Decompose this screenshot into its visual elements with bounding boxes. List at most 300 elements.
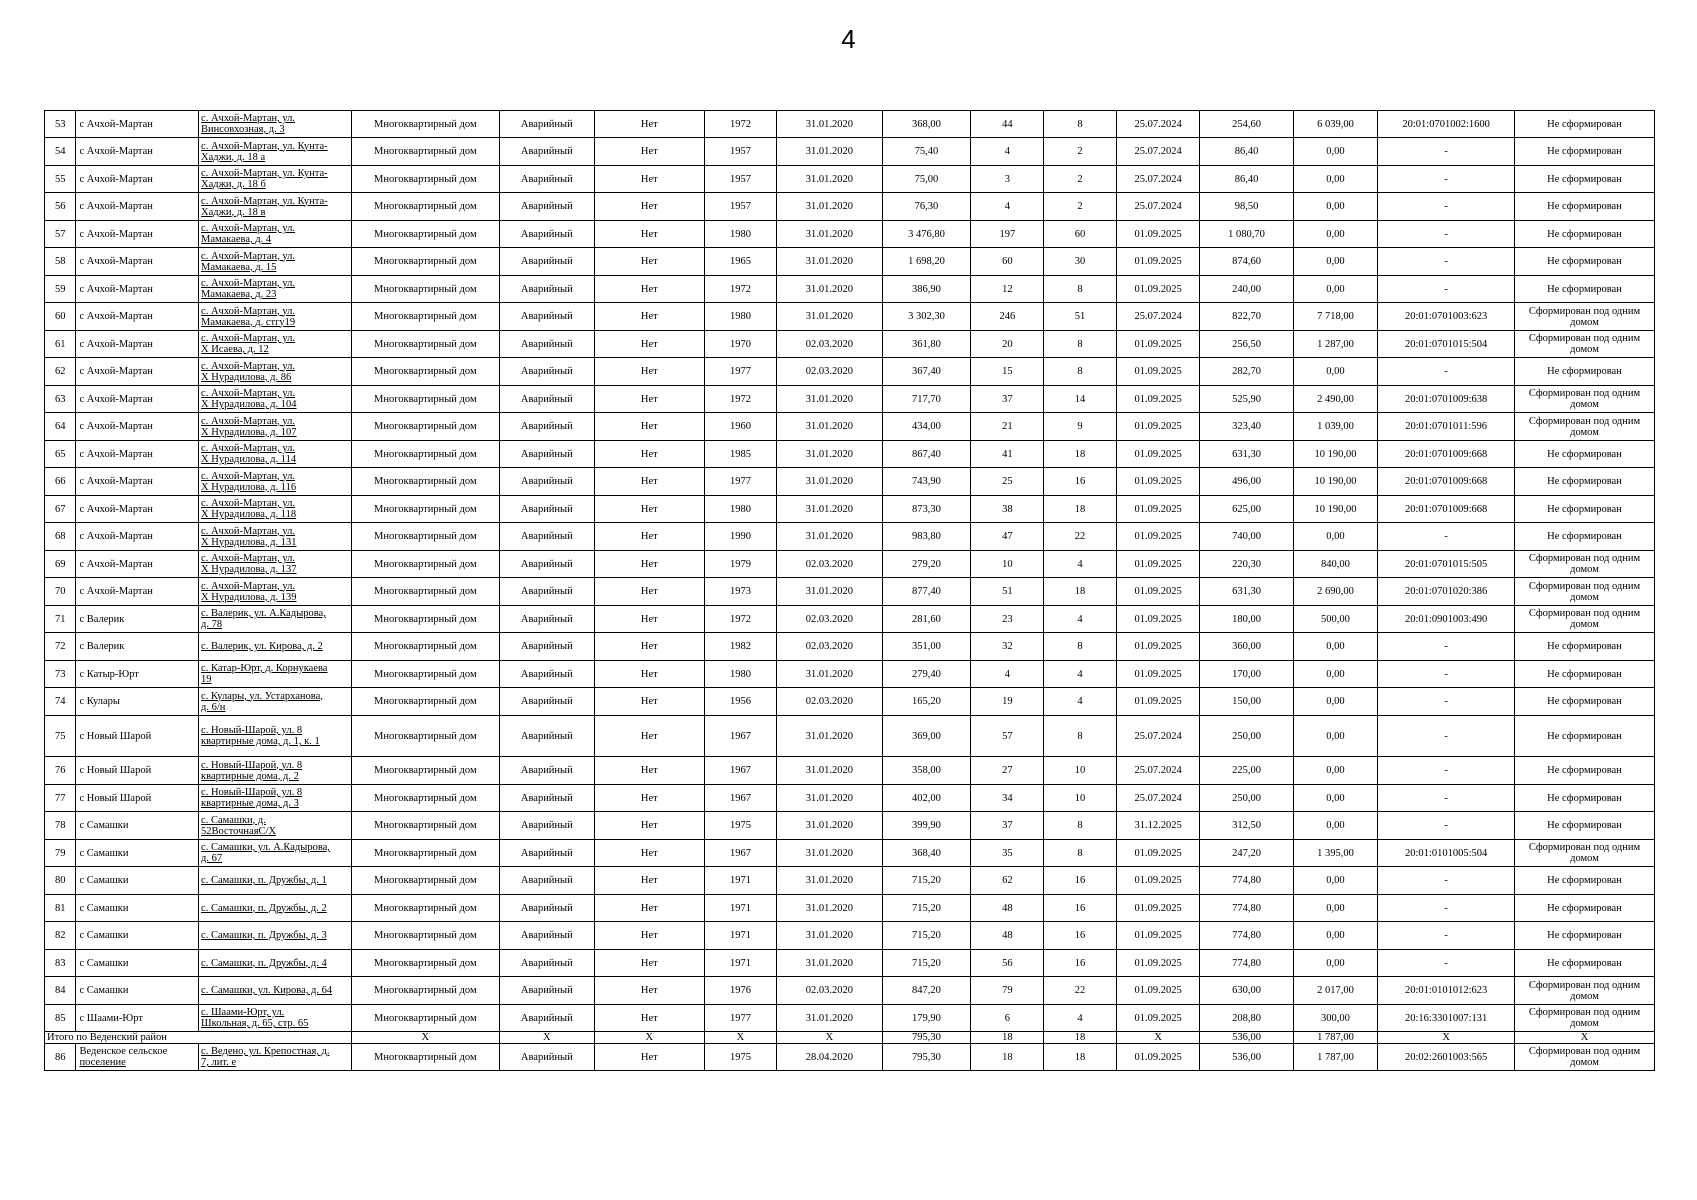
date-cell: 31.01.2020 xyxy=(777,950,882,977)
year-cell: 1971 xyxy=(704,895,777,922)
people-cell: 51 xyxy=(971,578,1044,606)
cadastre-cell: - xyxy=(1378,895,1515,922)
row-number: 72 xyxy=(45,633,76,661)
flats-cell: 18 xyxy=(1044,578,1117,606)
condition-cell: Аварийный xyxy=(499,303,594,331)
cadastre-cell: 20:01:0901003:490 xyxy=(1378,606,1515,633)
condition-cell: Аварийный xyxy=(499,276,594,303)
flats-cell: 30 xyxy=(1044,248,1117,276)
flats-cell: 2 xyxy=(1044,138,1117,166)
area2-cell: 98,50 xyxy=(1200,193,1293,221)
area-cell: 402,00 xyxy=(882,785,971,812)
address-cell: с. Ачхой-Мартан, ул. Х Нурадилова, д. 107 xyxy=(199,413,352,441)
area2-cell: 625,00 xyxy=(1200,496,1293,523)
type-cell: Многоквартирный дом xyxy=(352,331,500,358)
table-row xyxy=(45,785,1655,812)
people-cell: 197 xyxy=(971,221,1044,248)
table-row xyxy=(45,193,1655,221)
total-area2-cell: 536,00 xyxy=(1200,1032,1293,1044)
year-cell: 1975 xyxy=(704,1044,777,1071)
type-cell: Многоквартирный дом xyxy=(352,895,500,922)
area-cell: 76,30 xyxy=(882,193,971,221)
condition-cell: Аварийный xyxy=(499,950,594,977)
settlement-cell: с Самашки xyxy=(76,950,199,977)
table-row xyxy=(45,496,1655,523)
people-cell: 15 xyxy=(971,358,1044,386)
area2-cell: 250,00 xyxy=(1200,716,1293,757)
year-cell: 1967 xyxy=(704,716,777,757)
row-number: 60 xyxy=(45,303,76,331)
total-cadastre-cell: X xyxy=(1378,1032,1515,1044)
deadline-cell: 01.09.2025 xyxy=(1116,1005,1200,1032)
table-row xyxy=(45,111,1655,138)
condition-cell: Аварийный xyxy=(499,551,594,578)
row-number: 80 xyxy=(45,867,76,895)
cult-cell: Нет xyxy=(595,193,705,221)
area-cell: 434,00 xyxy=(882,413,971,441)
flats-cell: 16 xyxy=(1044,950,1117,977)
area2-cell: 774,80 xyxy=(1200,950,1293,977)
land-cell: 0,00 xyxy=(1293,248,1378,276)
area-cell: 715,20 xyxy=(882,867,971,895)
people-cell: 19 xyxy=(971,688,1044,716)
land-status-cell: Не сформирован xyxy=(1514,358,1654,386)
area2-cell: 250,00 xyxy=(1200,785,1293,812)
area-cell: 165,20 xyxy=(882,688,971,716)
year-cell: 1977 xyxy=(704,1005,777,1032)
cadastre-cell: - xyxy=(1378,922,1515,950)
address-cell: с. Самашки, п. Дружбы, д. 2 xyxy=(199,895,352,922)
area2-cell: 247,20 xyxy=(1200,840,1293,867)
people-cell: 47 xyxy=(971,523,1044,551)
cadastre-cell: - xyxy=(1378,138,1515,166)
settlement-cell: с Ачхой-Мартан xyxy=(76,276,199,303)
settlement-cell: с Новый Шарой xyxy=(76,757,199,785)
cadastre-cell: - xyxy=(1378,785,1515,812)
flats-cell: 18 xyxy=(1044,1044,1117,1071)
cadastre-cell: 20:01:0701020:386 xyxy=(1378,578,1515,606)
settlement-cell: с Самашки xyxy=(76,977,199,1005)
total-area-cell: 795,30 xyxy=(882,1032,971,1044)
total-type-cell: X xyxy=(352,1032,500,1044)
flats-cell: 22 xyxy=(1044,523,1117,551)
cult-cell: Нет xyxy=(595,358,705,386)
row-number: 74 xyxy=(45,688,76,716)
date-cell: 31.01.2020 xyxy=(777,111,882,138)
table-row xyxy=(45,248,1655,276)
people-cell: 35 xyxy=(971,840,1044,867)
deadline-cell: 01.09.2025 xyxy=(1116,661,1200,688)
cadastre-cell: - xyxy=(1378,716,1515,757)
settlement-cell: с Ачхой-Мартан xyxy=(76,166,199,193)
flats-cell: 4 xyxy=(1044,661,1117,688)
area2-cell: 323,40 xyxy=(1200,413,1293,441)
table-row xyxy=(45,138,1655,166)
land-cell: 0,00 xyxy=(1293,138,1378,166)
table-row xyxy=(45,358,1655,386)
cadastre-cell: - xyxy=(1378,812,1515,840)
row-number: 78 xyxy=(45,812,76,840)
year-cell: 1967 xyxy=(704,840,777,867)
table-row xyxy=(45,867,1655,895)
year-cell: 1971 xyxy=(704,867,777,895)
date-cell: 31.01.2020 xyxy=(777,468,882,496)
row-number: 63 xyxy=(45,386,76,413)
address-cell: с. Ачхой-Мартан, ул. Мамакаева, д. 15 xyxy=(199,248,352,276)
flats-cell: 2 xyxy=(1044,166,1117,193)
people-cell: 37 xyxy=(971,386,1044,413)
table-row xyxy=(45,1044,1655,1071)
type-cell: Многоквартирный дом xyxy=(352,166,500,193)
date-cell: 31.01.2020 xyxy=(777,138,882,166)
row-number: 56 xyxy=(45,193,76,221)
people-cell: 32 xyxy=(971,633,1044,661)
land-status-cell: Сформирован под одним домом xyxy=(1514,1044,1654,1071)
land-cell: 0,00 xyxy=(1293,922,1378,950)
cult-cell: Нет xyxy=(595,496,705,523)
table-row xyxy=(45,276,1655,303)
condition-cell: Аварийный xyxy=(499,441,594,468)
year-cell: 1980 xyxy=(704,496,777,523)
deadline-cell: 01.09.2025 xyxy=(1116,578,1200,606)
area2-cell: 86,40 xyxy=(1200,138,1293,166)
year-cell: 1970 xyxy=(704,331,777,358)
type-cell: Многоквартирный дом xyxy=(352,1044,500,1071)
cadastre-cell: - xyxy=(1378,661,1515,688)
area2-cell: 630,00 xyxy=(1200,977,1293,1005)
area2-cell: 631,30 xyxy=(1200,441,1293,468)
settlement-cell: с Ачхой-Мартан xyxy=(76,578,199,606)
land-status-cell: Сформирован под одним домом xyxy=(1514,413,1654,441)
cult-cell: Нет xyxy=(595,922,705,950)
deadline-cell: 25.07.2024 xyxy=(1116,716,1200,757)
date-cell: 31.01.2020 xyxy=(777,496,882,523)
emergency-housing-table xyxy=(44,110,1655,1071)
cadastre-cell: 20:01:0701015:505 xyxy=(1378,551,1515,578)
area-cell: 361,80 xyxy=(882,331,971,358)
condition-cell: Аварийный xyxy=(499,578,594,606)
flats-cell: 16 xyxy=(1044,922,1117,950)
year-cell: 1956 xyxy=(704,688,777,716)
people-cell: 20 xyxy=(971,331,1044,358)
table-row xyxy=(45,331,1655,358)
area-cell: 368,00 xyxy=(882,111,971,138)
area-cell: 743,90 xyxy=(882,468,971,496)
settlement-cell: с Ачхой-Мартан xyxy=(76,138,199,166)
area-cell: 179,90 xyxy=(882,1005,971,1032)
cult-cell: Нет xyxy=(595,840,705,867)
condition-cell: Аварийный xyxy=(499,221,594,248)
area2-cell: 360,00 xyxy=(1200,633,1293,661)
table-row xyxy=(45,716,1655,757)
settlement-cell: с Самашки xyxy=(76,922,199,950)
cadastre-cell: - xyxy=(1378,166,1515,193)
address-cell: с. Ачхой-Мартан, ул. Х Нурадилова, д. 131 xyxy=(199,523,352,551)
address-cell: с. Шаами-Юрт, ул. Школьная, д. 65, стр. 65 xyxy=(199,1005,352,1032)
condition-cell: Аварийный xyxy=(499,895,594,922)
cult-cell: Нет xyxy=(595,716,705,757)
cult-cell: Нет xyxy=(595,895,705,922)
area2-cell: 282,70 xyxy=(1200,358,1293,386)
people-cell: 38 xyxy=(971,496,1044,523)
cadastre-cell: - xyxy=(1378,276,1515,303)
date-cell: 02.03.2020 xyxy=(777,633,882,661)
land-status-cell: Не сформирован xyxy=(1514,867,1654,895)
address-cell: с. Ачхой-Мартан, ул. Кунта- Хаджи, д. 18 б xyxy=(199,166,352,193)
area2-cell: 86,40 xyxy=(1200,166,1293,193)
area-cell: 351,00 xyxy=(882,633,971,661)
date-cell: 31.01.2020 xyxy=(777,757,882,785)
people-cell: 44 xyxy=(971,111,1044,138)
area2-cell: 525,90 xyxy=(1200,386,1293,413)
row-number: 53 xyxy=(45,111,76,138)
row-number: 70 xyxy=(45,578,76,606)
cult-cell: Нет xyxy=(595,221,705,248)
year-cell: 1977 xyxy=(704,358,777,386)
land-status-cell: Не сформирован xyxy=(1514,248,1654,276)
land-cell: 1 395,00 xyxy=(1293,840,1378,867)
flats-cell: 18 xyxy=(1044,441,1117,468)
settlement-cell: с Самашки xyxy=(76,895,199,922)
year-cell: 1977 xyxy=(704,468,777,496)
page-number: 4 xyxy=(841,24,856,54)
area-cell: 279,40 xyxy=(882,661,971,688)
area2-cell: 536,00 xyxy=(1200,1044,1293,1071)
area-cell: 715,20 xyxy=(882,950,971,977)
table-row xyxy=(45,441,1655,468)
year-cell: 1972 xyxy=(704,606,777,633)
address-cell: с. Валерик, ул. А.Кадырова, д. 78 xyxy=(199,606,352,633)
address-cell: с. Кулары, ул. Устарханова, д. 6/н xyxy=(199,688,352,716)
area-cell: 715,20 xyxy=(882,895,971,922)
people-cell: 27 xyxy=(971,757,1044,785)
area-cell: 368,40 xyxy=(882,840,971,867)
area-cell: 399,90 xyxy=(882,812,971,840)
total-status-cell: X xyxy=(1514,1032,1654,1044)
land-cell: 0,00 xyxy=(1293,166,1378,193)
flats-cell: 10 xyxy=(1044,757,1117,785)
total-condition-cell: X xyxy=(499,1032,594,1044)
people-cell: 10 xyxy=(971,551,1044,578)
settlement-cell: с Ачхой-Мартан xyxy=(76,468,199,496)
date-cell: 31.01.2020 xyxy=(777,895,882,922)
flats-cell: 16 xyxy=(1044,867,1117,895)
settlement-cell: с Самашки xyxy=(76,867,199,895)
row-number: 77 xyxy=(45,785,76,812)
date-cell: 02.03.2020 xyxy=(777,606,882,633)
table-row xyxy=(45,468,1655,496)
area2-cell: 256,50 xyxy=(1200,331,1293,358)
people-cell: 34 xyxy=(971,785,1044,812)
land-cell: 0,00 xyxy=(1293,950,1378,977)
cadastre-cell: - xyxy=(1378,688,1515,716)
type-cell: Многоквартирный дом xyxy=(352,950,500,977)
type-cell: Многоквартирный дом xyxy=(352,138,500,166)
condition-cell: Аварийный xyxy=(499,688,594,716)
cult-cell: Нет xyxy=(595,303,705,331)
cult-cell: Нет xyxy=(595,523,705,551)
flats-cell: 4 xyxy=(1044,688,1117,716)
cult-cell: Нет xyxy=(595,468,705,496)
condition-cell: Аварийный xyxy=(499,785,594,812)
year-cell: 1972 xyxy=(704,111,777,138)
date-cell: 31.01.2020 xyxy=(777,1005,882,1032)
type-cell: Многоквартирный дом xyxy=(352,785,500,812)
row-number: 71 xyxy=(45,606,76,633)
land-status-cell: Не сформирован xyxy=(1514,221,1654,248)
row-number: 58 xyxy=(45,248,76,276)
year-cell: 1960 xyxy=(704,413,777,441)
table-row xyxy=(45,633,1655,661)
settlement-cell: с Ачхой-Мартан xyxy=(76,111,199,138)
type-cell: Многоквартирный дом xyxy=(352,922,500,950)
people-cell: 4 xyxy=(971,661,1044,688)
deadline-cell: 01.09.2025 xyxy=(1116,221,1200,248)
land-cell: 0,00 xyxy=(1293,193,1378,221)
date-cell: 31.01.2020 xyxy=(777,386,882,413)
people-cell: 57 xyxy=(971,716,1044,757)
row-number: 79 xyxy=(45,840,76,867)
cult-cell: Нет xyxy=(595,688,705,716)
people-cell: 4 xyxy=(971,138,1044,166)
type-cell: Многоквартирный дом xyxy=(352,716,500,757)
date-cell: 31.01.2020 xyxy=(777,523,882,551)
type-cell: Многоквартирный дом xyxy=(352,578,500,606)
settlement-cell: с Ачхой-Мартан xyxy=(76,386,199,413)
land-status-cell: Не сформирован xyxy=(1514,716,1654,757)
area-cell: 795,30 xyxy=(882,1044,971,1071)
land-cell: 10 190,00 xyxy=(1293,441,1378,468)
area2-cell: 150,00 xyxy=(1200,688,1293,716)
deadline-cell: 31.12.2025 xyxy=(1116,812,1200,840)
address-cell: с. Ачхой-Мартан, ул. Кунта- Хаджи, д. 18 а xyxy=(199,138,352,166)
area2-cell: 225,00 xyxy=(1200,757,1293,785)
type-cell: Многоквартирный дом xyxy=(352,303,500,331)
type-cell: Многоквартирный дом xyxy=(352,193,500,221)
land-status-cell: Не сформирован xyxy=(1514,661,1654,688)
year-cell: 1957 xyxy=(704,193,777,221)
table-row xyxy=(45,757,1655,785)
condition-cell: Аварийный xyxy=(499,358,594,386)
area-cell: 983,80 xyxy=(882,523,971,551)
settlement-cell: с Ачхой-Мартан xyxy=(76,441,199,468)
land-cell: 0,00 xyxy=(1293,661,1378,688)
land-status-cell: Не сформирован xyxy=(1514,193,1654,221)
date-cell: 31.01.2020 xyxy=(777,840,882,867)
date-cell: 28.04.2020 xyxy=(777,1044,882,1071)
deadline-cell: 25.07.2024 xyxy=(1116,111,1200,138)
deadline-cell: 01.09.2025 xyxy=(1116,922,1200,950)
land-cell: 300,00 xyxy=(1293,1005,1378,1032)
people-cell: 246 xyxy=(971,303,1044,331)
deadline-cell: 01.09.2025 xyxy=(1116,276,1200,303)
condition-cell: Аварийный xyxy=(499,193,594,221)
type-cell: Многоквартирный дом xyxy=(352,496,500,523)
deadline-cell: 01.09.2025 xyxy=(1116,606,1200,633)
area2-cell: 1 080,70 xyxy=(1200,221,1293,248)
year-cell: 1967 xyxy=(704,757,777,785)
date-cell: 31.01.2020 xyxy=(777,441,882,468)
land-status-cell: Не сформирован xyxy=(1514,633,1654,661)
row-number: 66 xyxy=(45,468,76,496)
address-cell: с. Ачхой-Мартан, ул. Х Нурадилова, д. 114 xyxy=(199,441,352,468)
table-row xyxy=(45,606,1655,633)
land-cell: 10 190,00 xyxy=(1293,468,1378,496)
row-number: 69 xyxy=(45,551,76,578)
land-status-cell: Не сформирован xyxy=(1514,757,1654,785)
date-cell: 02.03.2020 xyxy=(777,551,882,578)
deadline-cell: 01.09.2025 xyxy=(1116,331,1200,358)
deadline-cell: 01.09.2025 xyxy=(1116,386,1200,413)
land-status-cell: Сформирован под одним домом xyxy=(1514,551,1654,578)
area-cell: 847,20 xyxy=(882,977,971,1005)
land-cell: 0,00 xyxy=(1293,716,1378,757)
land-status-cell: Не сформирован xyxy=(1514,895,1654,922)
year-cell: 1957 xyxy=(704,166,777,193)
cult-cell: Нет xyxy=(595,578,705,606)
row-number: 65 xyxy=(45,441,76,468)
condition-cell: Аварийный xyxy=(499,661,594,688)
cadastre-cell: 20:01:0701009:668 xyxy=(1378,496,1515,523)
cadastre-cell: - xyxy=(1378,950,1515,977)
deadline-cell: 01.09.2025 xyxy=(1116,1044,1200,1071)
land-cell: 0,00 xyxy=(1293,688,1378,716)
land-status-cell: Сформирован под одним домом xyxy=(1514,331,1654,358)
settlement-cell: с Шаами-Юрт xyxy=(76,1005,199,1032)
land-status-cell: Сформирован под одним домом xyxy=(1514,977,1654,1005)
cadastre-cell: - xyxy=(1378,633,1515,661)
cadastre-cell: - xyxy=(1378,358,1515,386)
row-number: 61 xyxy=(45,331,76,358)
deadline-cell: 01.09.2025 xyxy=(1116,551,1200,578)
deadline-cell: 01.09.2025 xyxy=(1116,468,1200,496)
land-status-cell: Сформирован под одним домом xyxy=(1514,386,1654,413)
condition-cell: Аварийный xyxy=(499,840,594,867)
total-cult-cell: X xyxy=(595,1032,705,1044)
condition-cell: Аварийный xyxy=(499,468,594,496)
area2-cell: 496,00 xyxy=(1200,468,1293,496)
land-status-cell: Не сформирован xyxy=(1514,922,1654,950)
table-row xyxy=(45,688,1655,716)
date-cell: 31.01.2020 xyxy=(777,248,882,276)
deadline-cell: 01.09.2025 xyxy=(1116,840,1200,867)
cult-cell: Нет xyxy=(595,331,705,358)
area2-cell: 254,60 xyxy=(1200,111,1293,138)
row-number: 64 xyxy=(45,413,76,441)
land-status-cell: Не сформирован xyxy=(1514,111,1654,138)
type-cell: Многоквартирный дом xyxy=(352,441,500,468)
flats-cell: 8 xyxy=(1044,633,1117,661)
cult-cell: Нет xyxy=(595,413,705,441)
date-cell: 02.03.2020 xyxy=(777,977,882,1005)
area-cell: 358,00 xyxy=(882,757,971,785)
area2-cell: 208,80 xyxy=(1200,1005,1293,1032)
cult-cell: Нет xyxy=(595,867,705,895)
address-cell: с. Ачхой-Мартан, ул. Кунта- Хаджи, д. 18 в xyxy=(199,193,352,221)
cadastre-cell: 20:01:0101005:504 xyxy=(1378,840,1515,867)
settlement-cell: с Ачхой-Мартан xyxy=(76,413,199,441)
year-cell: 1972 xyxy=(704,276,777,303)
people-cell: 3 xyxy=(971,166,1044,193)
year-cell: 1965 xyxy=(704,248,777,276)
land-cell: 6 039,00 xyxy=(1293,111,1378,138)
land-cell: 0,00 xyxy=(1293,757,1378,785)
land-status-cell: Сформирован под одним домом xyxy=(1514,840,1654,867)
total-date-cell: X xyxy=(777,1032,882,1044)
people-cell: 21 xyxy=(971,413,1044,441)
flats-cell: 8 xyxy=(1044,358,1117,386)
condition-cell: Аварийный xyxy=(499,166,594,193)
